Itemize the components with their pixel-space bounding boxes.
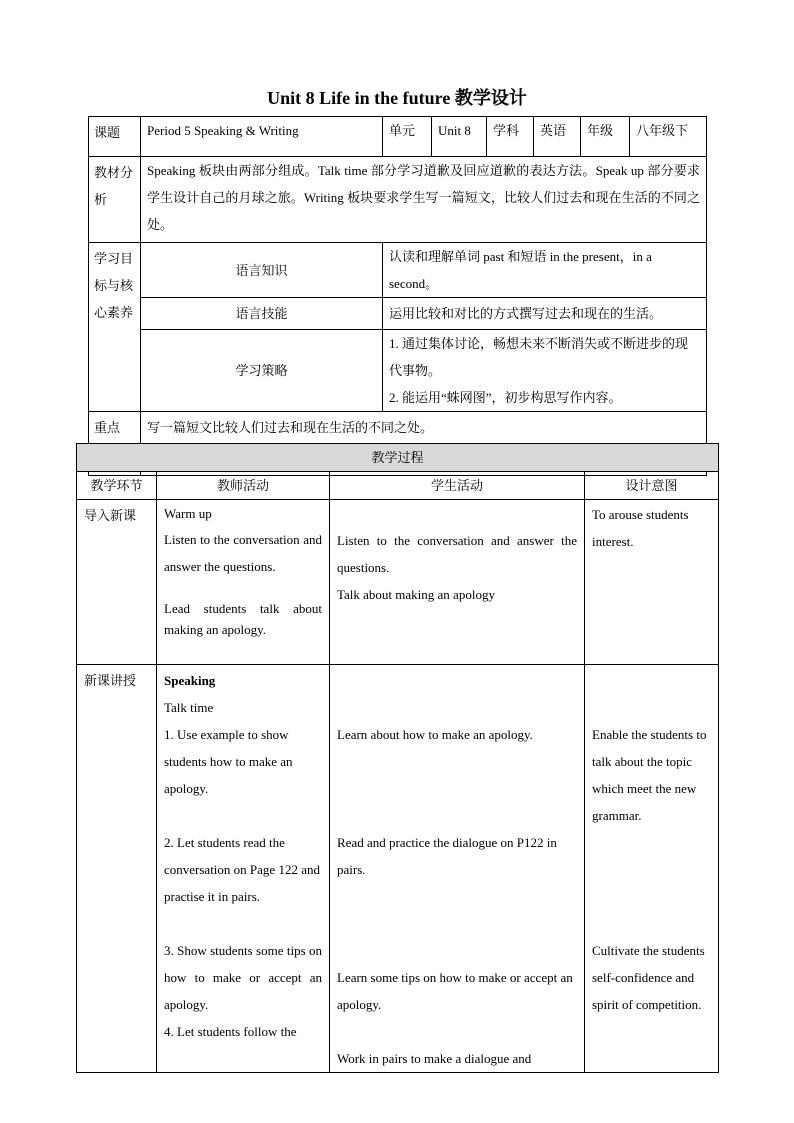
teacher-line: Listen to the conversation and answer the questions. bbox=[164, 532, 322, 574]
column-header: 设计意图 bbox=[585, 472, 719, 500]
student-step: Learn some tips on how to make or accept an apology. bbox=[337, 970, 573, 1012]
purpose-text: Enable the students to talk about the topic which meet the new grammar. bbox=[592, 727, 707, 823]
subject-value: 英语 bbox=[534, 117, 581, 157]
column-header: 教学环节 bbox=[77, 472, 157, 500]
document-title: Unit 8 Life in the future 教学设计 bbox=[267, 88, 527, 108]
strategy-item: 2. 能运用“蛛网图”，初步构思写作内容。 bbox=[389, 390, 622, 405]
student-step: Read and practice the dialogue on P122 in pairs. bbox=[337, 835, 557, 877]
key-point-label: 重点 bbox=[89, 412, 141, 444]
student-line: Talk about making an apology bbox=[337, 587, 495, 602]
skill-label: 语言技能 bbox=[141, 298, 383, 330]
key-point-text: 写一篇短文比较人们过去和现在生活的不同之处。 bbox=[141, 412, 707, 444]
strategy-item: 1. 通过集体讨论，畅想未来不断消失或不断进步的现代事物。 bbox=[389, 336, 689, 378]
analysis-text: Speaking 板块由两部分组成。Talk time 部分学习道歉及回应道歉的表达方法。Speak up 部分要求学生设计自己的月球之旅。Writing 板块要求学生写一篇短文，比较人们过去和现在生活的不同之处。 bbox=[141, 157, 707, 243]
stage-intro: 导入新课 bbox=[77, 500, 157, 665]
topic-label: 课题 bbox=[89, 117, 141, 157]
knowledge-label: 语言知识 bbox=[141, 243, 383, 298]
purpose-text: Cultivate the students self-confidence and spirit of competition. bbox=[592, 943, 705, 1012]
goals-label: 学习目标与核心素养 bbox=[89, 243, 141, 412]
strategy-label: 学习策略 bbox=[141, 330, 383, 412]
new-teacher-activity bbox=[157, 665, 330, 1073]
skill-text: 运用比较和对比的方式撰写过去和现在的生活。 bbox=[383, 298, 707, 330]
teacher-line: Lead students talk about making an apology. bbox=[164, 601, 322, 637]
process-header: 教学过程 bbox=[77, 444, 719, 472]
teacher-step: 3. Show students some tips on how to make or accept an apology. bbox=[164, 943, 322, 1012]
teaching-process-table bbox=[76, 443, 719, 1073]
unit-value: Unit 8 bbox=[432, 117, 487, 157]
knowledge-text: 认读和理解单词 past 和短语 in the present，in a second。 bbox=[383, 243, 707, 298]
new-student-activity bbox=[330, 665, 585, 1073]
intro-student-activity bbox=[330, 500, 585, 665]
teacher-line: Warm up bbox=[164, 506, 212, 521]
new-purpose bbox=[585, 665, 719, 1073]
subject-label: 学科 bbox=[487, 117, 534, 157]
intro-purpose: To arouse students interest. bbox=[585, 500, 719, 665]
teacher-heading: Speaking bbox=[164, 673, 216, 688]
student-step: Learn about how to make an apology. bbox=[337, 727, 533, 742]
analysis-label: 教材分析 bbox=[89, 157, 141, 243]
teacher-step: 2. Let students read the conversation on Page 122 and practise it in pairs. bbox=[164, 835, 320, 904]
teacher-subheading: Talk time bbox=[164, 700, 214, 715]
column-header: 学生活动 bbox=[330, 472, 585, 500]
grade-label: 年级 bbox=[581, 117, 630, 157]
course-info-table bbox=[88, 116, 707, 476]
student-step: Work in pairs to make a dialogue and bbox=[337, 1051, 532, 1066]
intro-teacher-activity bbox=[157, 500, 330, 665]
topic-value: Period 5 Speaking & Writing bbox=[141, 117, 383, 157]
unit-label: 单元 bbox=[383, 117, 432, 157]
teacher-step: 1. Use example to show students how to make an apology. bbox=[164, 727, 293, 796]
strategy-list bbox=[383, 330, 707, 412]
student-line: Listen to the conversation and answer the questions. bbox=[337, 533, 577, 575]
stage-new: 新课讲授 bbox=[77, 665, 157, 1073]
column-header: 教师活动 bbox=[157, 472, 330, 500]
grade-value: 八年级下 bbox=[630, 117, 707, 157]
teacher-step: 4. Let students follow the bbox=[164, 1024, 297, 1039]
